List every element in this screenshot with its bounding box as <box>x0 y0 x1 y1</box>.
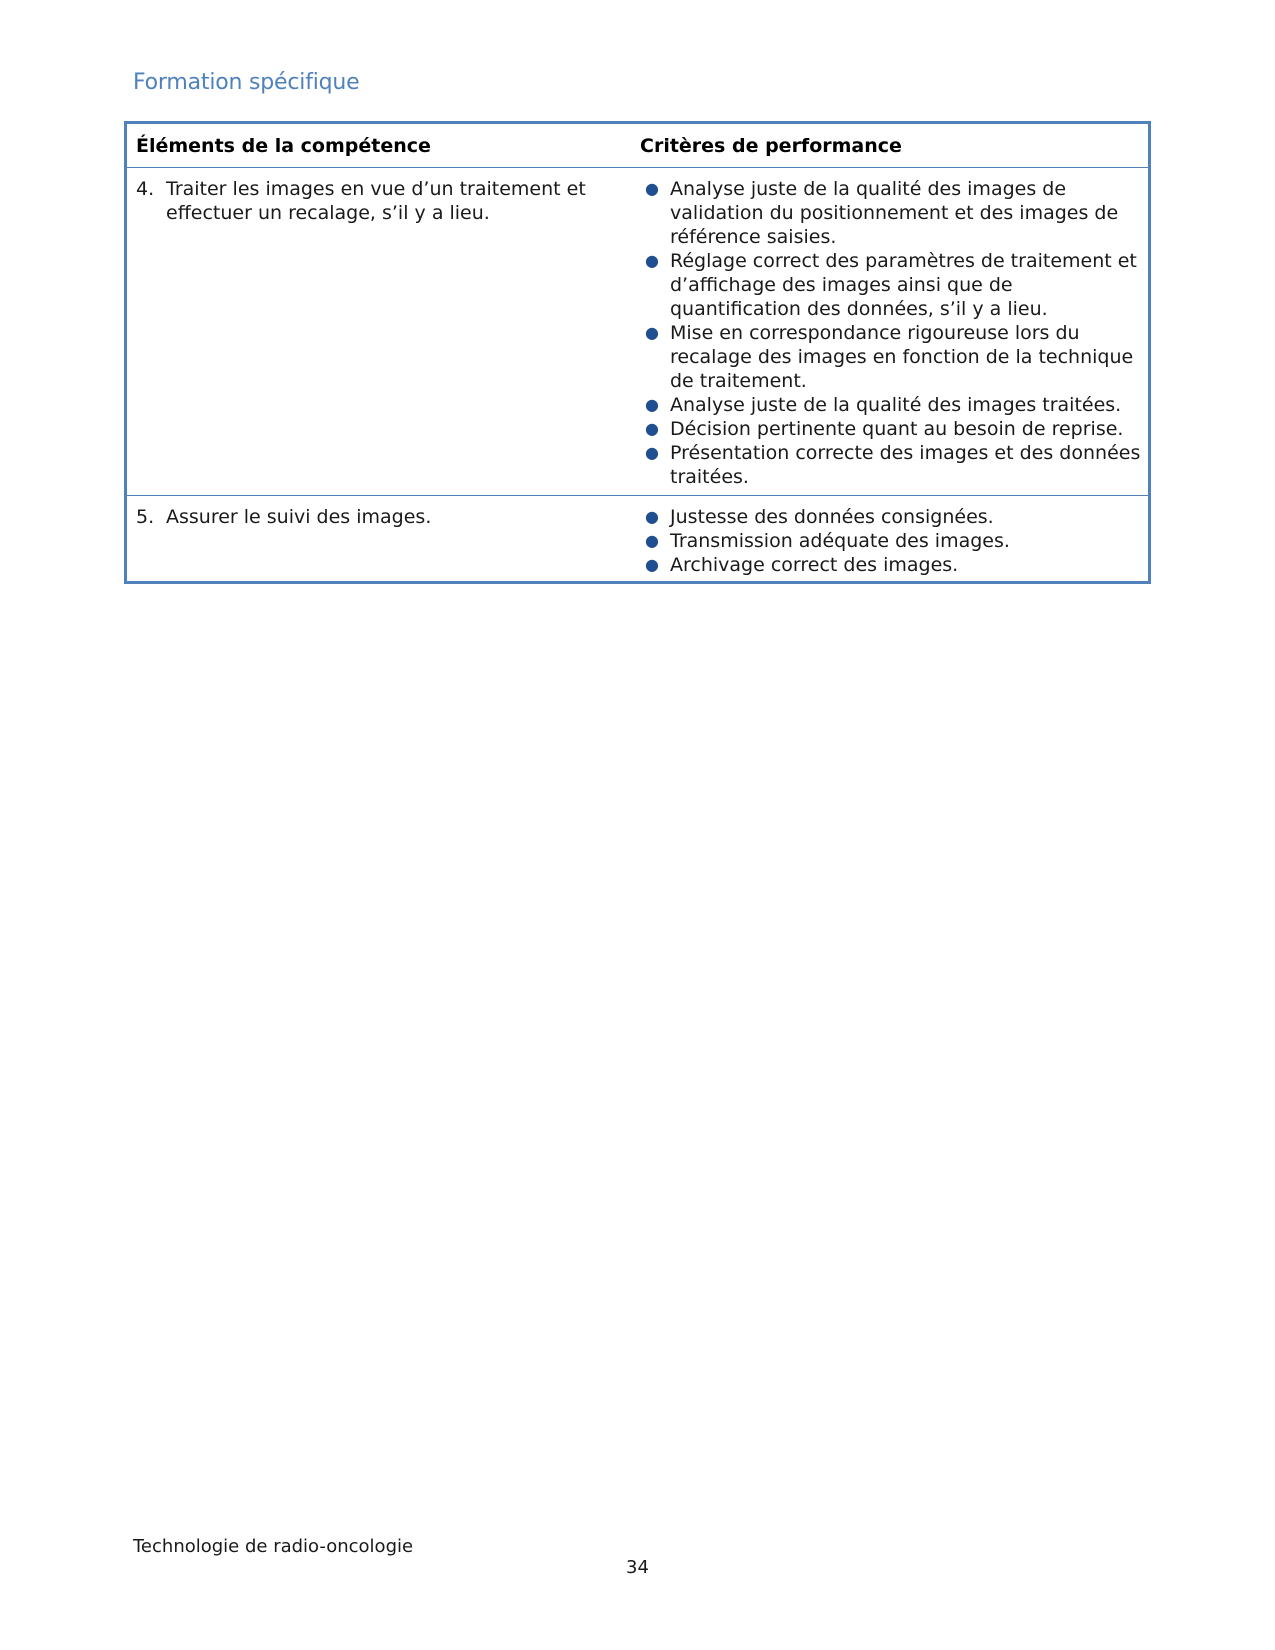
bullet-icon: ● <box>645 179 659 198</box>
bullet-icon: ● <box>645 555 659 574</box>
bullet-icon: ● <box>645 419 659 438</box>
element-item <box>136 505 637 529</box>
criteria-item <box>640 417 1142 441</box>
criteria-item <box>640 553 1142 577</box>
criteria-item <box>640 505 1142 529</box>
criteria-item <box>640 249 1142 321</box>
table-row <box>127 168 1148 495</box>
criteria-item <box>640 177 1142 249</box>
element-text: Traiter les images en vue d’un traitement et effectuer un recalage, s’il y a lieu. <box>166 178 586 224</box>
bullet-icon: ● <box>645 251 659 270</box>
criteria-text: Mise en correspondance rigoureuse lors du recalage des images en fonction de la technique de traitement. <box>670 322 1134 392</box>
header-criteria: Critères de performance <box>640 134 902 157</box>
element-text: Assurer le suivi des images. <box>166 506 432 528</box>
criteria-text: Présentation correcte des images et des données traitées. <box>670 442 1141 488</box>
criteria-item <box>640 441 1142 489</box>
element-number: 5. <box>136 506 155 528</box>
bullet-icon: ● <box>645 531 659 550</box>
table-row <box>127 495 1148 581</box>
bullet-icon: ● <box>645 507 659 526</box>
criteria-text: Décision pertinente quant au besoin de reprise. <box>670 418 1124 440</box>
footer-document-title: Technologie de radio-oncologie <box>133 1536 414 1557</box>
criteria-item <box>640 393 1142 417</box>
table-header <box>127 124 1148 168</box>
criteria-item <box>640 529 1142 553</box>
header-elements: Éléments de la compétence <box>136 134 431 157</box>
element-number: 4. <box>136 178 155 200</box>
criteria-list <box>640 177 1142 489</box>
criteria-text: Analyse juste de la qualité des images de validation du positionnement et des images de référence saisies. <box>670 178 1119 248</box>
criteria-list <box>640 505 1142 577</box>
criteria-item <box>640 321 1142 393</box>
bullet-icon: ● <box>645 395 659 414</box>
criteria-text: Justesse des données consignées. <box>670 506 994 528</box>
bullet-icon: ● <box>645 443 659 462</box>
criteria-text: Transmission adéquate des images. <box>670 530 1010 552</box>
section-title: Formation spécifique <box>133 70 360 95</box>
criteria-text: Réglage correct des paramètres de traitement et d’affichage des images ainsi que de quantification des données, s’il y a lieu. <box>670 250 1137 320</box>
element-item <box>136 177 637 225</box>
page-number: 34 <box>626 1557 649 1578</box>
competence-table <box>124 121 1151 584</box>
criteria-text: Archivage correct des images. <box>670 554 959 576</box>
criteria-text: Analyse juste de la qualité des images traitées. <box>670 394 1122 416</box>
bullet-icon: ● <box>645 323 659 342</box>
